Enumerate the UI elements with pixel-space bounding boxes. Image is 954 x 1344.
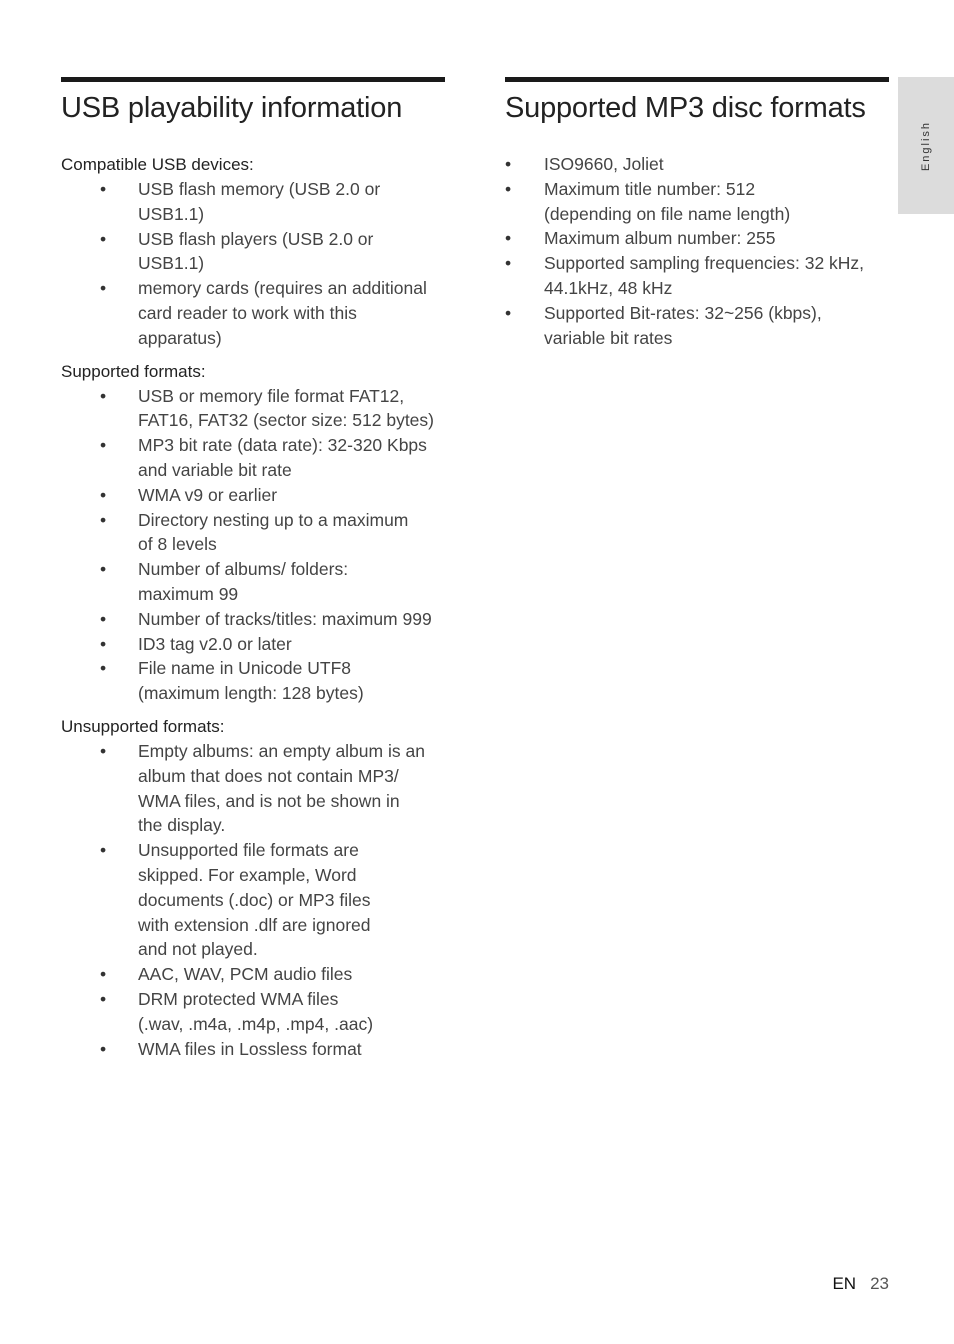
- bullet-icon: •: [100, 435, 107, 456]
- group-list: [61, 384, 445, 706]
- list-item: [61, 276, 445, 350]
- bullet-icon: •: [505, 228, 512, 249]
- bullet-icon: •: [100, 179, 107, 199]
- list-item-line: and not played.: [138, 939, 258, 960]
- footer-language: EN: [832, 1274, 857, 1293]
- list-item: [61, 508, 445, 558]
- bullet-icon: •: [100, 608, 107, 629]
- list-item-line: album that does not contain MP3/: [138, 765, 399, 786]
- bullet-icon: •: [100, 988, 107, 1009]
- list-item-line: Maximum title number: 512: [544, 178, 756, 199]
- usb-playability-section: [61, 77, 445, 1069]
- list-item-line: (maximum length: 128 bytes): [138, 683, 364, 704]
- group-list: [61, 177, 445, 351]
- section-heading: USB playability information: [61, 92, 403, 124]
- list-item-line: MP3 bit rate (data rate): 32-320 Kbps: [138, 435, 427, 456]
- list-item: [61, 1037, 445, 1062]
- list-item-line: apparatus): [138, 327, 222, 348]
- list-item-line: DRM protected WMA files: [138, 988, 339, 1009]
- list-item-line: AAC, WAV, PCM audio files: [138, 964, 353, 985]
- list-item-line: Empty albums: an empty album is an: [138, 740, 425, 761]
- list-item: [61, 227, 445, 277]
- bullet-icon: •: [100, 559, 107, 580]
- language-tab-label: English: [920, 120, 932, 171]
- bullet-icon: •: [100, 964, 107, 985]
- list-item-line: 44.1kHz, 48 kHz: [544, 277, 673, 298]
- list-item: [61, 962, 445, 987]
- list-item-line: Directory nesting up to a maximum: [138, 509, 409, 530]
- group-title: Compatible USB devices:: [61, 155, 254, 174]
- list-item-line: Number of albums/ folders:: [138, 559, 349, 580]
- page-number: 23: [870, 1274, 889, 1293]
- list-item: [61, 632, 445, 657]
- list-item: [61, 838, 445, 962]
- list-item-line: of 8 levels: [138, 534, 217, 555]
- bullet-icon: •: [100, 1038, 107, 1059]
- list-item-line: Maximum album number: 255: [544, 228, 776, 249]
- list-item-line: Unsupported file formats are: [138, 840, 359, 861]
- list-item: [505, 226, 889, 251]
- list-item-line: File name in Unicode UTF8: [138, 658, 351, 679]
- list-item-line: (depending on file name length): [544, 203, 791, 224]
- mp3-formats-list: [505, 152, 889, 350]
- bullet-icon: •: [100, 840, 107, 861]
- bullet-icon: •: [505, 178, 512, 199]
- bullet-icon: •: [100, 509, 107, 530]
- left-groups: [61, 152, 445, 1061]
- list-item: [61, 607, 445, 632]
- list-item-line: skipped. For example, Word: [138, 864, 357, 885]
- list-item-line: USB flash players (USB 2.0 or: [138, 228, 374, 249]
- list-item-line: Supported Bit-rates: 32~256 (kbps),: [544, 302, 822, 323]
- list-item-line: USB or memory file format FAT12,: [138, 385, 405, 406]
- list-item: [61, 557, 445, 607]
- page-footer: [832, 1274, 889, 1294]
- list-item-line: and variable bit rate: [138, 459, 292, 480]
- list-item-line: ISO9660, Joliet: [544, 154, 664, 174]
- list-item-line: USB flash memory (USB 2.0 or: [138, 179, 381, 199]
- list-item: [61, 656, 445, 706]
- list-item: [505, 152, 889, 177]
- list-item-line: WMA files, and is not be shown in: [138, 790, 400, 811]
- mp3-disc-formats-section: [505, 77, 889, 358]
- list-item: [61, 384, 445, 434]
- list-item-line: with extension .dlf are ignored: [138, 914, 371, 935]
- list-item-line: USB1.1): [138, 253, 205, 274]
- section-rule: [505, 77, 889, 82]
- list-item-line: Number of tracks/titles: maximum 999: [138, 608, 432, 629]
- list-item: [505, 301, 889, 351]
- list-item: [61, 987, 445, 1037]
- bullet-icon: •: [100, 278, 107, 299]
- group-title: Supported formats:: [61, 361, 206, 381]
- list-item-line: WMA files in Lossless format: [138, 1038, 362, 1059]
- list-item-line: documents (.doc) or MP3 files: [138, 889, 371, 910]
- group-list: [61, 739, 445, 1061]
- list-item-line: (.wav, .m4a, .m4p, .mp4, .aac): [138, 1013, 374, 1034]
- list-item-line: the display.: [138, 815, 226, 836]
- list-item: [505, 177, 889, 227]
- bullet-icon: •: [100, 228, 107, 249]
- list-item-line: memory cards (requires an additional: [138, 278, 427, 299]
- language-tab: [898, 77, 954, 214]
- list-item-line: maximum 99: [138, 583, 239, 604]
- list-item: [61, 177, 445, 227]
- list-item-line: FAT16, FAT32 (sector size: 512 bytes): [138, 410, 434, 431]
- list-item: [61, 739, 445, 838]
- list-item-line: USB1.1): [138, 203, 205, 224]
- bullet-icon: •: [100, 484, 107, 505]
- bullet-icon: •: [100, 385, 107, 406]
- list-item-line: card reader to work with this: [138, 302, 357, 323]
- list-item-line: variable bit rates: [544, 327, 673, 348]
- group-title: Unsupported formats:: [61, 716, 225, 736]
- bullet-icon: •: [505, 154, 512, 174]
- bullet-icon: •: [100, 658, 107, 679]
- bullet-icon: •: [100, 740, 107, 761]
- list-item-line: ID3 tag v2.0 or later: [138, 633, 292, 654]
- list-item: [61, 483, 445, 508]
- bullet-icon: •: [505, 253, 512, 274]
- section-heading: Supported MP3 disc formats: [505, 92, 866, 124]
- bullet-icon: •: [100, 633, 107, 654]
- bullet-icon: •: [505, 302, 512, 323]
- list-item-line: WMA v9 or earlier: [138, 484, 278, 505]
- list-item: [505, 251, 889, 301]
- list-item: [61, 433, 445, 483]
- section-rule: [61, 77, 445, 82]
- list-item-line: Supported sampling frequencies: 32 kHz,: [544, 253, 865, 274]
